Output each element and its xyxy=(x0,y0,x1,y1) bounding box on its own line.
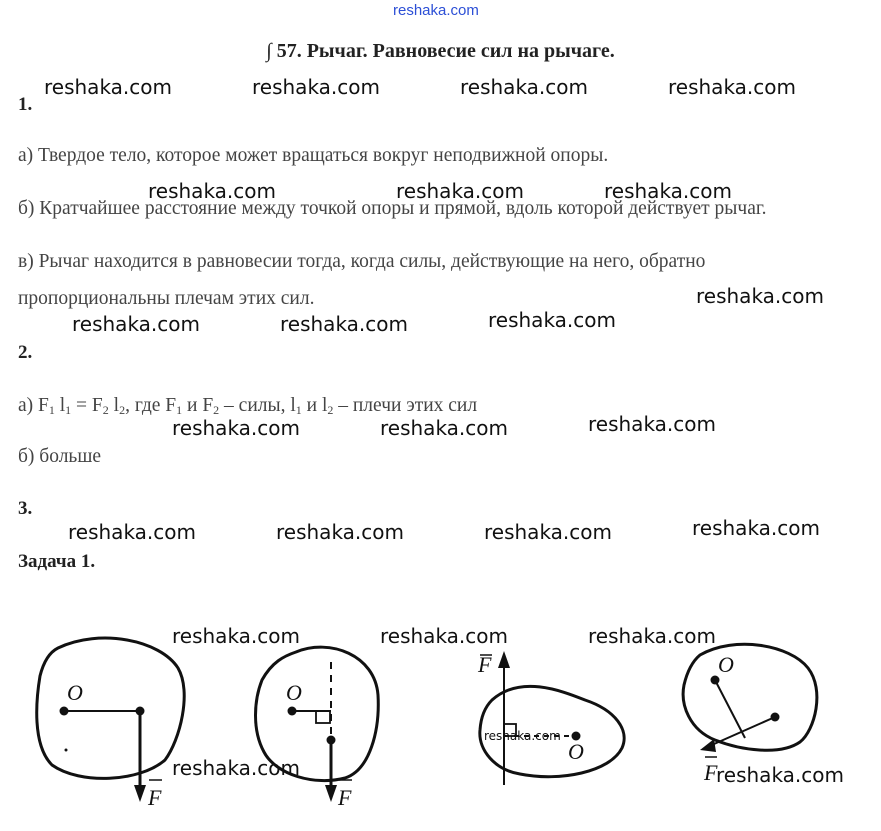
figure-label-f: F xyxy=(338,785,352,810)
answer-1a: а) Твердое тело, которое может вращаться вокруг неподвижной опоры. xyxy=(18,145,609,166)
watermark: reshaka.com xyxy=(276,520,404,544)
figure-1 xyxy=(37,638,184,802)
watermark: reshaka.com xyxy=(604,179,732,203)
figure-label-o: O xyxy=(286,680,302,705)
figure-label-f: F xyxy=(478,652,492,677)
watermark: reshaka.com xyxy=(588,412,716,436)
figure-label-f: F xyxy=(704,760,718,785)
watermark: reshaka.com xyxy=(172,756,300,780)
watermark: reshaka.com xyxy=(588,624,716,648)
figure-label-o: O xyxy=(718,652,734,677)
answer-1b: б) Кратчайшее расстояние между точкой опоры и прямой, вдоль которой действует рычаг. xyxy=(18,198,767,219)
watermark: reshaka.com xyxy=(172,416,300,440)
watermark: reshaka.com xyxy=(252,75,380,99)
watermark: reshaka.com xyxy=(668,75,796,99)
question-1-number: 1. xyxy=(18,94,33,115)
watermark: reshaka.com xyxy=(44,75,172,99)
watermark: reshaka.com xyxy=(484,520,612,544)
watermark: reshaka.com xyxy=(148,179,276,203)
question-2-number: 2. xyxy=(18,342,33,363)
watermark: reshaka.com xyxy=(396,179,524,203)
watermark-small: reshaka.com xyxy=(484,729,561,743)
section-title: ∫ 57. Рычаг. Равновесие сил на рычаге. xyxy=(266,40,615,62)
watermark: reshaka.com xyxy=(488,308,616,332)
watermark: reshaka.com xyxy=(460,75,588,99)
watermark: reshaka.com xyxy=(68,520,196,544)
figure-label-f: F xyxy=(148,785,162,810)
watermark: reshaka.com xyxy=(72,312,200,336)
watermark: reshaka.com xyxy=(380,416,508,440)
figure-3 xyxy=(480,651,624,785)
site-header-link[interactable]: reshaka.com xyxy=(393,2,479,19)
lever-figures xyxy=(0,620,881,831)
task-1-heading: Задача 1. xyxy=(18,551,96,572)
answer-1c-line1: в) Рычаг находится в равновесии тогда, когда силы, действующие на него, обратно xyxy=(18,251,706,272)
answer-2a: а) $F_1$ $l_1 = F_2$ $l_2$, где $F_1$ и $F_2$ – силы, $l_1$ и $l_2$ – плечи этих сил xyxy=(18,395,478,417)
figure-label-o: O xyxy=(568,739,584,764)
figure-label-o: O xyxy=(67,680,83,705)
answer-1c-line2: пропорциональны плечам этих сил. xyxy=(18,288,315,309)
watermark: reshaka.com xyxy=(696,284,824,308)
watermark: reshaka.com xyxy=(172,624,300,648)
figure-4 xyxy=(683,644,817,752)
watermark: reshaka.com xyxy=(280,312,408,336)
watermark: reshaka.com xyxy=(692,516,820,540)
watermark: reshaka.com xyxy=(716,763,844,787)
watermark: reshaka.com xyxy=(380,624,508,648)
question-3-number: 3. xyxy=(18,498,33,519)
answer-2b: б) больше xyxy=(18,446,101,467)
